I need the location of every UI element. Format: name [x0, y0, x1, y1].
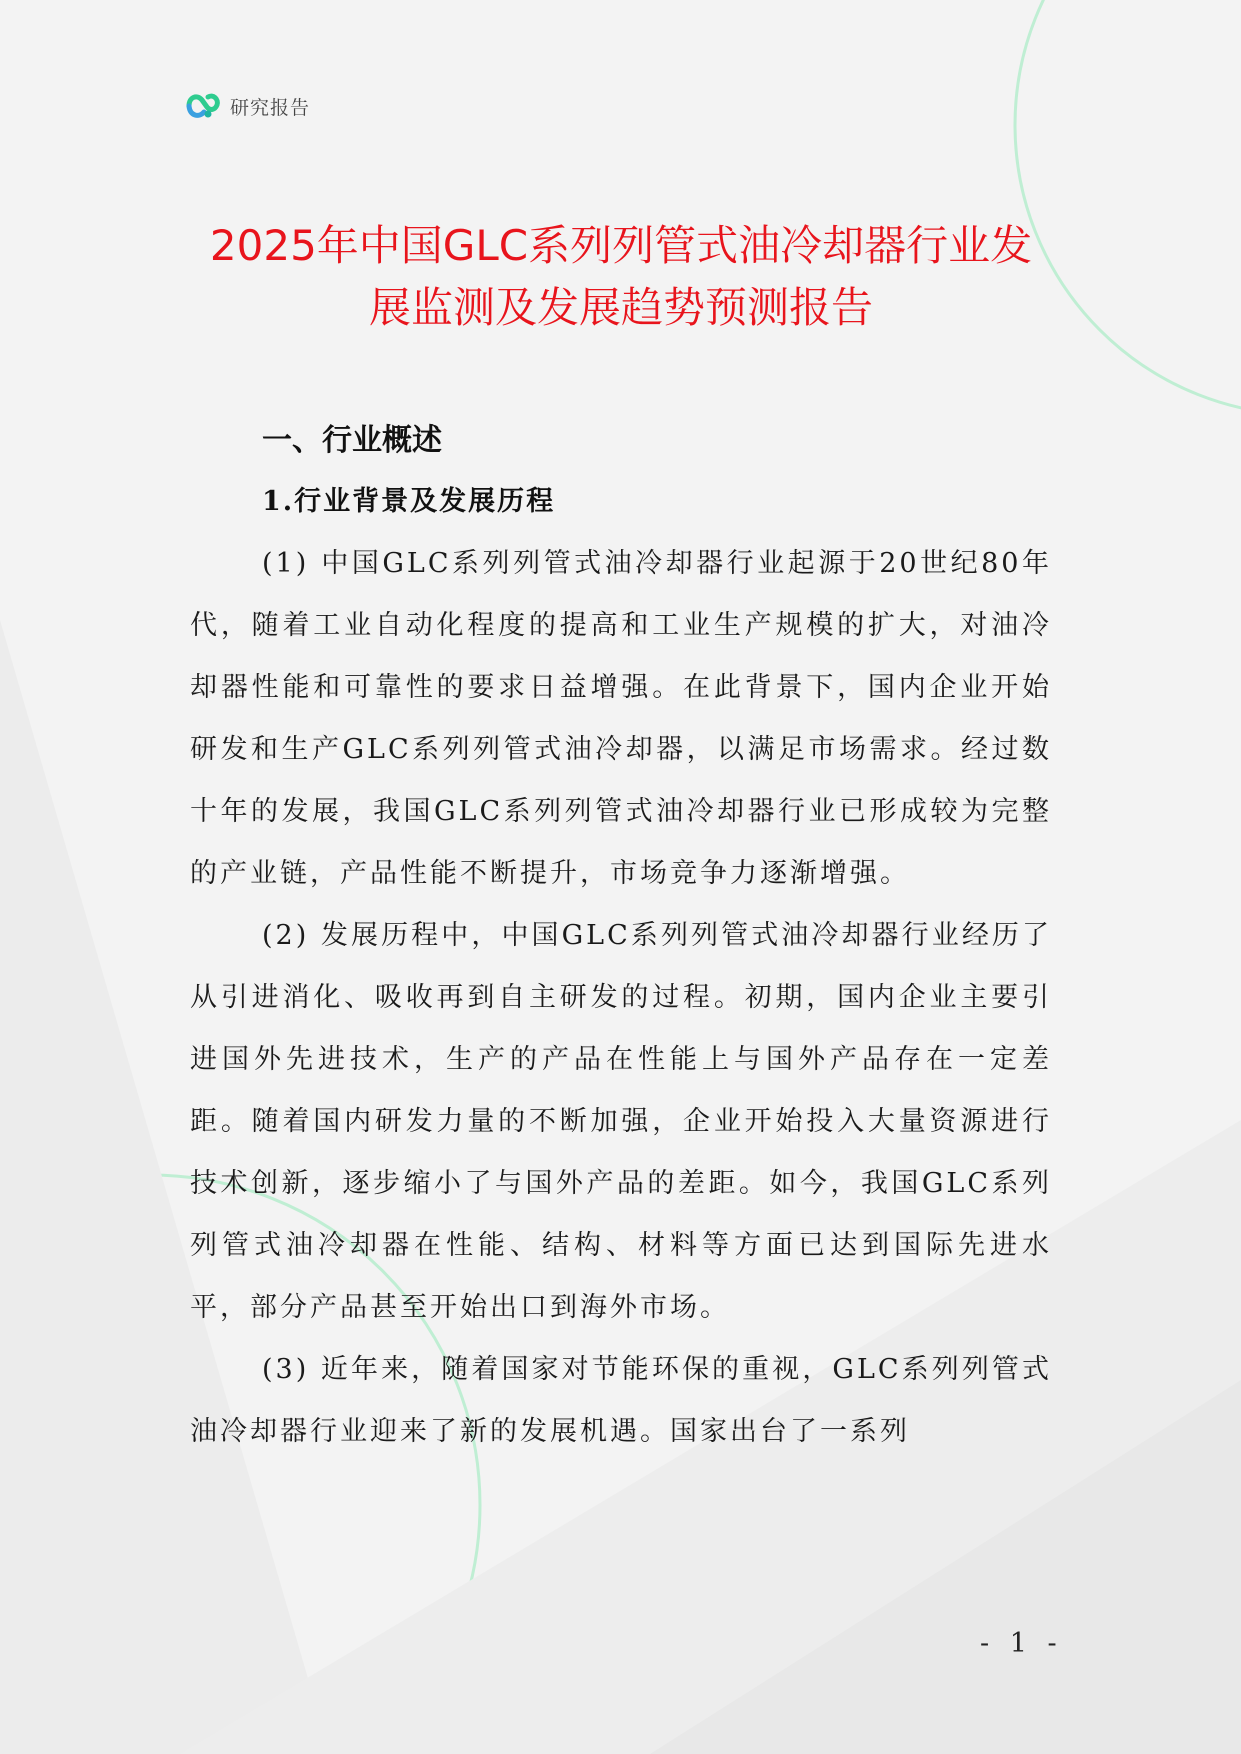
report-title	[140, 215, 1102, 339]
section-heading: 一、行业概述	[262, 423, 442, 458]
brand-logo-icon	[186, 91, 222, 121]
header-label: 研究报告	[230, 96, 311, 119]
report-title-line2: 展监测及发展趋势预测报告	[368, 283, 873, 332]
report-title-line1: 2025年中国GLC系列列管式油冷却器行业发	[209, 221, 1033, 270]
page-number: - 1 -	[980, 1628, 1063, 1659]
paragraph-1: (1) 中国GLC系列列管式油冷却器行业起源于20世纪80年代，随着工业自动化程度的提高和工业生产规模的扩大，对油冷却器性能和可靠性的要求日益增强。在此背景下，国内企业开始研发和生产GLC系列列管式油冷却器，以满足市场需求。经过数十年的发展，我国GLC系列列管式油冷却器行业已形成较为完整的产业链，产品性能不断提升，市场竞争力逐渐增强。	[190, 548, 1052, 889]
section-subheading: 1.行业背景及发展历程	[262, 486, 556, 517]
paragraph-3: (3) 近年来，随着国家对节能环保的重视，GLC系列列管式油冷却器行业迎来了新的发展机遇。国家出台了一系列	[190, 1354, 1052, 1447]
report-body	[190, 415, 1052, 1463]
paragraph-2: (2) 发展历程中，中国GLC系列列管式油冷却器行业经历了从引进消化、吸收再到自主研发的过程。初期，国内企业主要引进国外先进技术，生产的产品在性能上与国外产品存在一定差距。随着国内研发力量的不断加强，企业开始投入大量资源进行技术创新，逐步缩小了与国外产品的差距。如今，我国GLC系列列管式油冷却器在性能、结构、材料等方面已达到国际先进水平，部分产品甚至开始出口到海外市场。	[190, 920, 1052, 1323]
decor-arc-top-right	[1015, 0, 1241, 415]
report-header	[186, 88, 310, 124]
